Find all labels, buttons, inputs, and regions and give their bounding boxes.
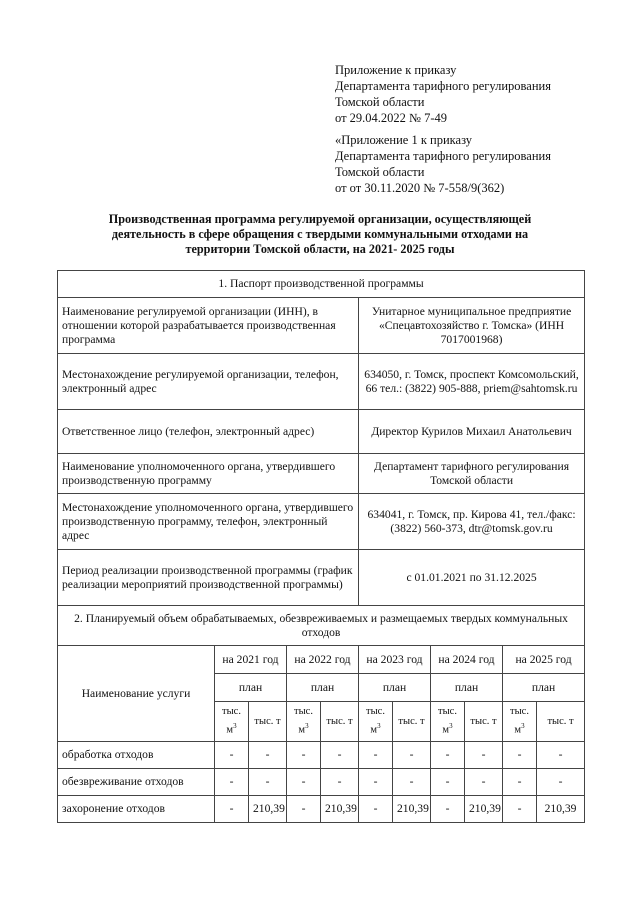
original-line: от от 30.11.2020 № 7-558/9(362) [335,181,505,195]
unit-t-header: тыс. т [465,702,503,742]
year-header: на 2023 год [359,646,431,674]
passport-value: 634050, г. Томск, проспект Комсомольский, 66 тел.: (3822) 905-888, priem@sahtomsk.ru [359,354,585,410]
appendix-note [335,62,625,126]
volume-cell: - [249,769,287,796]
unit-m3-text: тыс. м [294,706,313,736]
original-appendix-note [335,132,625,196]
unit-m3-header [503,702,537,742]
year-header: на 2025 год [503,646,585,674]
plan-header: план [503,674,585,702]
passport-row [58,494,585,550]
passport-row [58,354,585,410]
unit-t-header: тыс. т [249,702,287,742]
passport-row [58,454,585,494]
appendix-line: Департамента тарифного регулирования [335,79,551,93]
original-line: Томской области [335,165,425,179]
volume-cell: - [537,742,585,769]
volume-cell: - [321,742,359,769]
service-name: обработка отходов [58,742,215,769]
volume-cell: - [503,769,537,796]
unit-m3-header [215,702,249,742]
unit-m3-sup: 3 [377,722,381,731]
year-header: на 2021 год [215,646,287,674]
volume-cell: - [393,742,431,769]
unit-m3-text: тыс. м [438,706,457,736]
volume-cell: 210,39 [321,796,359,823]
volume-cell: 210,39 [537,796,585,823]
volume-cell: 210,39 [393,796,431,823]
volume-cell: - [287,769,321,796]
unit-t-header: тыс. т [321,702,359,742]
volume-cell: - [503,742,537,769]
volume-cell: - [465,742,503,769]
passport-value: 634041, г. Томск, пр. Кирова 41, тел./факс: (3822) 560-373, dtr@tomsk.gov.ru [359,494,585,550]
title-line: территории Томской области, на 2021- 2025 годы [185,242,455,256]
title-line: деятельность в сфере обращения с твердыми коммунальными отходами на [111,227,529,241]
volume-cell: - [321,769,359,796]
volume-cell: - [359,742,393,769]
program-table [57,270,585,823]
passport-row [58,298,585,354]
original-line: Департамента тарифного регулирования [335,149,551,163]
passport-value: с 01.01.2021 по 31.12.2025 [359,550,585,606]
passport-label: Ответственное лицо (телефон, электронный адрес) [58,410,359,454]
title-line: Производственная программа регулируемой организации, осуществляющей [108,212,532,226]
unit-m3-header [431,702,465,742]
unit-m3-sup: 3 [305,722,309,731]
unit-m3-header [287,702,321,742]
passport-row [58,550,585,606]
appendix-line: Томской области [335,95,425,109]
volume-cell: - [215,796,249,823]
volume-section-row [58,606,585,646]
volume-cell: - [431,742,465,769]
passport-value: Директор Курилов Михаил Анатольевич [359,410,585,454]
appendix-line: Приложение к приказу [335,63,457,77]
volume-cell: - [287,796,321,823]
appendix-line: от 29.04.2022 № 7-49 [335,111,448,125]
appendix-header [335,62,625,202]
passport-label: Местонахождение регулируемой организации, телефон, электронный адрес [58,354,359,410]
volume-cell: - [249,742,287,769]
passport-value: Унитарное муниципальное предприятие «Спецавтохозяйство г. Томска» (ИНН 7017001968) [359,298,585,354]
plan-header: план [287,674,359,702]
table-row [58,742,585,769]
service-header: Наименование услуги [58,646,215,742]
unit-m3-sup: 3 [233,722,237,731]
unit-m3-text: тыс. м [222,706,241,736]
volume-cell: - [287,742,321,769]
document-title [70,212,570,257]
year-header: на 2024 год [431,646,503,674]
volume-cell: - [503,796,537,823]
unit-m3-text: тыс. м [366,706,385,736]
passport-value: Департамент тарифного регулирования Томской области [359,454,585,494]
passport-section-row [58,271,585,298]
volume-cell: - [359,796,393,823]
volume-cell: - [215,769,249,796]
service-name: обезвреживание отходов [58,769,215,796]
plan-header: план [431,674,503,702]
volume-cell: - [537,769,585,796]
volume-cell: 210,39 [249,796,287,823]
unit-m3-text: тыс. м [510,706,529,736]
volume-cell: - [431,796,465,823]
passport-label: Период реализации производственной программы (график реализации мероприятий производственной программы) [58,550,359,606]
volume-cell: - [431,769,465,796]
volume-section-title: 2. Планируемый объем обрабатываемых, обезвреживаемых и размещаемых твердых коммунальных отходов [58,606,585,646]
volume-cell: - [393,769,431,796]
volume-cell: - [359,769,393,796]
table-row [58,769,585,796]
plan-header: план [359,674,431,702]
passport-section-title: 1. Паспорт производственной программы [58,271,585,298]
volume-cell: - [215,742,249,769]
unit-m3-header [359,702,393,742]
unit-t-header: тыс. т [393,702,431,742]
plan-header: план [215,674,287,702]
unit-t-header: тыс. т [537,702,585,742]
volume-cell: 210,39 [465,796,503,823]
passport-label: Наименование регулируемой организации (ИНН), в отношении которой разрабатывается производственная программа [58,298,359,354]
year-header: на 2022 год [287,646,359,674]
unit-m3-sup: 3 [449,722,453,731]
volume-years-row [58,646,585,674]
passport-label: Наименование уполномоченного органа, утвердившего производственную программу [58,454,359,494]
original-line: «Приложение 1 к приказу [335,133,473,147]
table-row [58,796,585,823]
passport-label: Местонахождение уполномоченного органа, утвердившего производственную программу, телефон, электронный адрес [58,494,359,550]
passport-row [58,410,585,454]
service-name: захоронение отходов [58,796,215,823]
unit-m3-sup: 3 [521,722,525,731]
volume-cell: - [465,769,503,796]
